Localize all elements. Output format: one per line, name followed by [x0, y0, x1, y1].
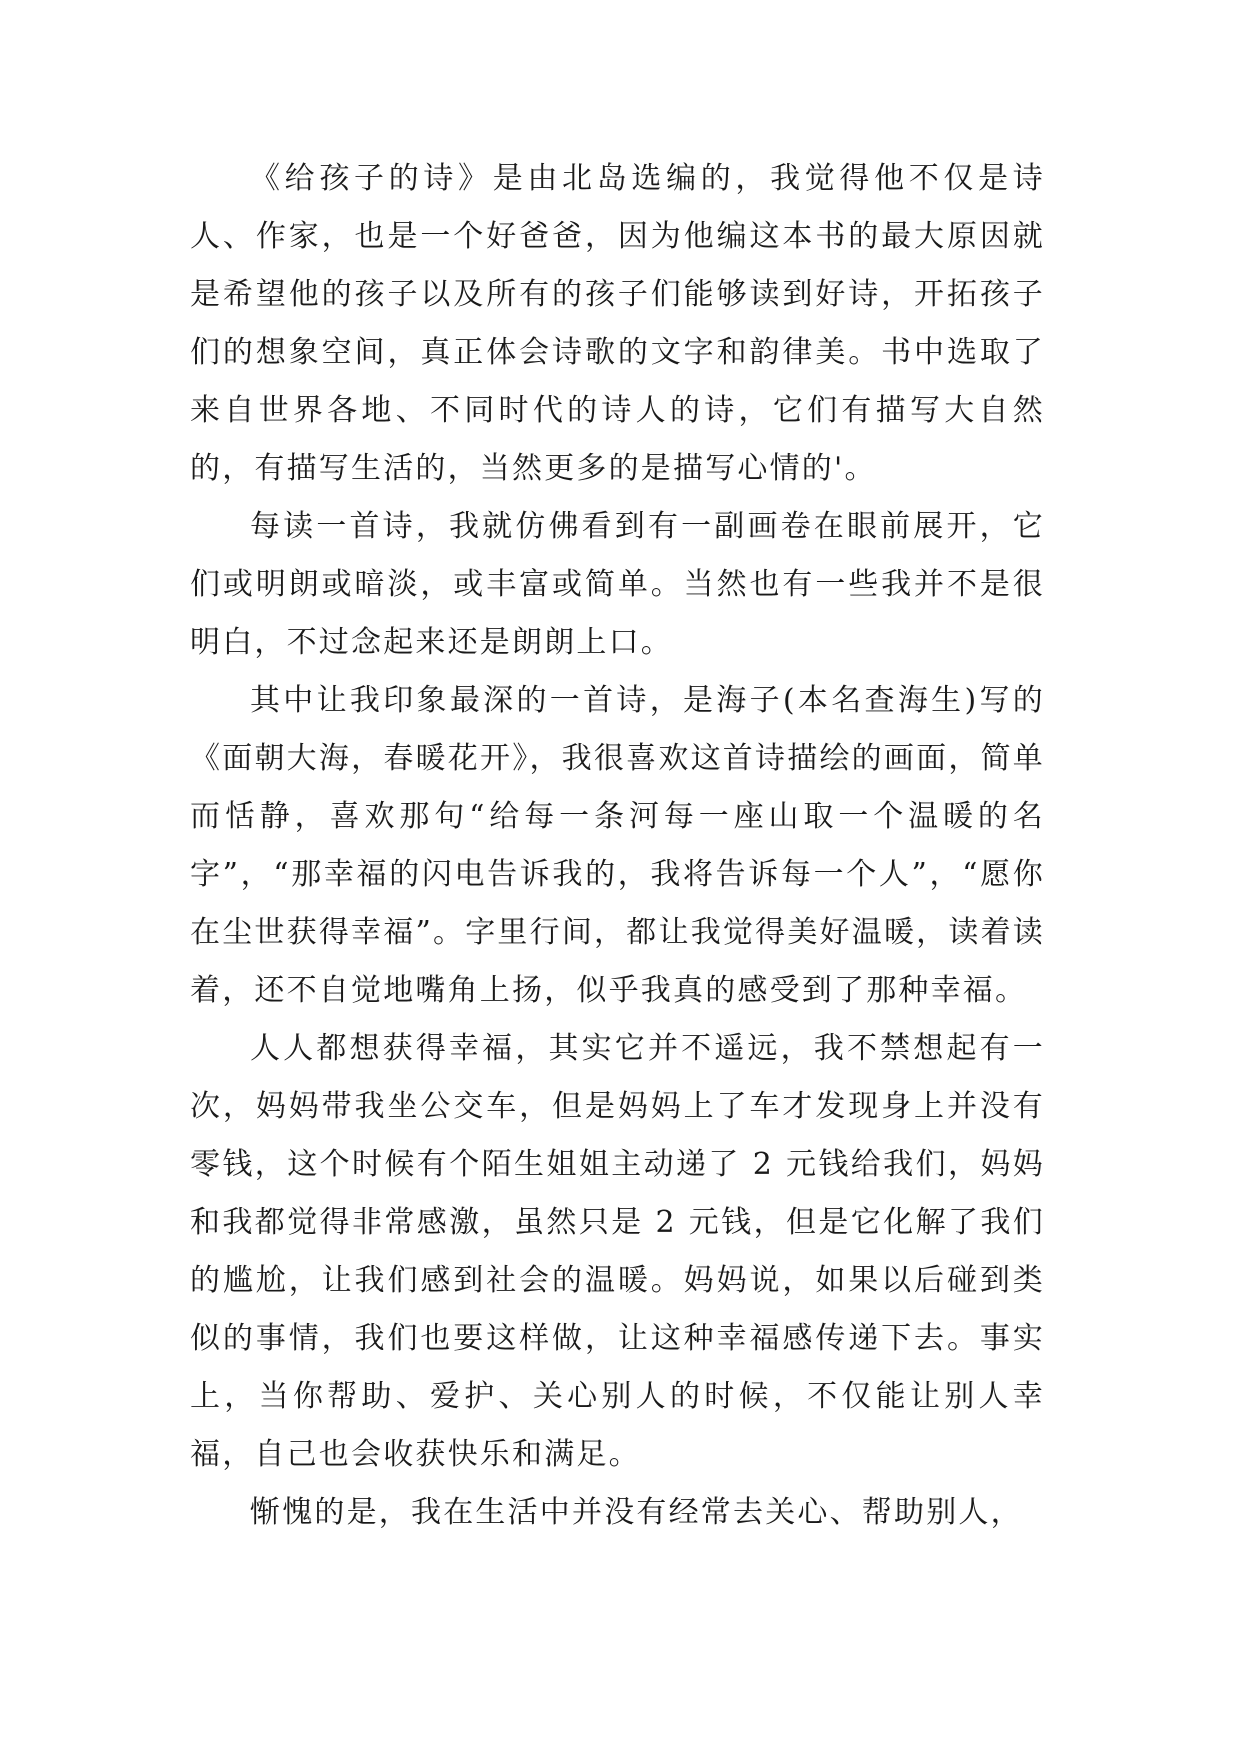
document-body	[190, 150, 1045, 1542]
paragraph-3: 其中让我印象最深的一首诗，是海子(本名查海生)写的《面朝大海，春暖花开》，我很喜欢这首诗描绘的画面，简单而恬静，喜欢那句“给每一条河每一座山取一个温暖的名字”，“那幸福的闪电告诉我的，我将告诉每一个人”，“愿你在尘世获得幸福”。字里行间，都让我觉得美好温暖，读着读着，还不自觉地嘴角上扬，似乎我真的感受到了那种幸福。	[190, 683, 1045, 1008]
paragraph-1: 《给孩子的诗》是由北岛选编的，我觉得他不仅是诗人、作家，也是一个好爸爸，因为他编这本书的最大原因就是希望他的孩子以及所有的孩子们能够读到好诗，开拓孩子们的想象空间，真正体会诗歌的文字和韵律美。书中选取了来自世界各地、不同时代的诗人的诗，它们有描写大自然的，有描写生活的，当然更多的是描写心情的'。	[190, 161, 1045, 486]
paragraph-4: 人人都想获得幸福，其实它并不遥远，我不禁想起有一次，妈妈带我坐公交车，但是妈妈上了车才发现身上并没有零钱，这个时候有个陌生姐姐主动递了 2 元钱给我们，妈妈和我都觉得非常感激，虽然只是 2 元钱，但是它化解了我们的尴尬，让我们感到社会的温暖。妈妈说，如果以后碰到类似的事情，我们也要这样做，让这种幸福感传递下去。事实上，当你帮助、爱护、关心别人的时候，不仅能让别人幸福，自己也会收获快乐和满足。	[190, 1031, 1045, 1472]
paragraph-5: 惭愧的是，我在生活中并没有经常去关心、帮助别人，	[250, 1495, 1023, 1530]
paragraph-2: 每读一首诗，我就仿佛看到有一副画卷在眼前展开，它们或明朗或暗淡，或丰富或简单。当然也有一些我并不是很明白，不过念起来还是朗朗上口。	[190, 509, 1045, 660]
